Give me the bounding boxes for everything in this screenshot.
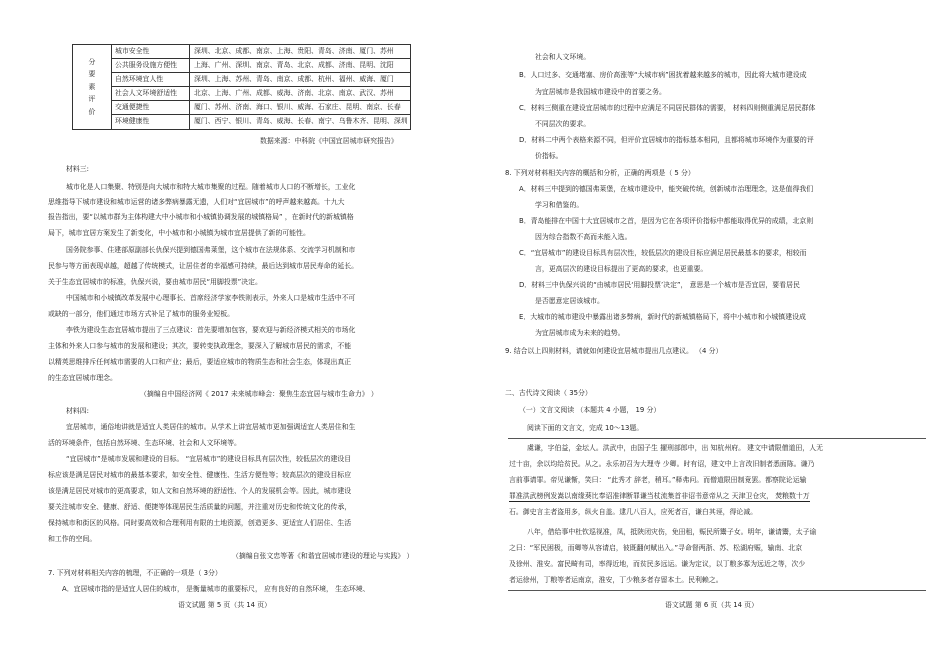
question-7-stem: 7. 下列对材料相关内容的梳理，不正确的一项是（ 3分） bbox=[48, 569, 222, 577]
material-4-line: 宜居城市，通俗地讲就是适宜人类居住的城市。从学术上讲宜居城市更加强调适宜人类居住和生 bbox=[66, 423, 356, 431]
question-8-stem: 8. 下列对材料相关内容的概括和分析，正确的两项是（ 5 分） bbox=[505, 169, 695, 177]
material-4-title: 材料四: bbox=[66, 407, 89, 415]
question-7-option-d-continued: 价指标。 bbox=[535, 152, 563, 160]
passage-top-rule bbox=[508, 438, 926, 439]
table-indicator: 环境健康性 bbox=[111, 115, 190, 129]
material-3-line: 中国城市和小城镇改革发展中心理事长、首席经济学家李铁则表示，外来人口是城市生活中不可 bbox=[66, 294, 356, 302]
passage-line: 者运徐州，丁粮等者运南京，淮安，丁少粮多者存留本土。民利赖之。 bbox=[509, 576, 723, 584]
material-3-line: 报告指出，要“以城市群为主体构建大中小城市和小城镇协调发展的城镇格局” ，在新时代的新城镇格 bbox=[48, 213, 354, 221]
question-8-option-b: B．青岛能排在中国十大宜居城市之首，是因为它在各项评价指标中都能取得优异的成绩，北京则 bbox=[519, 217, 814, 225]
table-cities: 厦门、苏州、济南、海口、银川、威海、石家庄、昆明、南京、长春 bbox=[194, 103, 401, 111]
material-3-line: 国务院参事、住建部原副部长仇保兴提到德国弗莱堡，这个城市在法规体系、交流学习机制和市 bbox=[66, 246, 356, 254]
passage-line: 过十亩，余以均给贫民。从之。永乐初召为大理寺 少卿。时有诏，建文中上言改旧制者悉面陈。谦乃 bbox=[509, 460, 815, 468]
section-2-heading: 二、古代诗文阅读（ 35分） bbox=[505, 389, 592, 397]
question-7-option-d: D．材料二中两个表格来源不同，但评价宜居城市的指标基本相同，且都将城市环境作为重要的评 bbox=[519, 136, 814, 144]
question-8-option-e-continued: 为宜居城市成为未来的趋势。 bbox=[535, 329, 625, 337]
table-indicator: 自然环境宜人性 bbox=[111, 73, 190, 86]
table-category-cell bbox=[73, 45, 112, 129]
subsection-1-heading: （一）文言文阅读 （本题共 4 小题， 19 分） bbox=[519, 406, 661, 414]
question-7-option-b-continued: 为宜居城市是我国城市建设中的首要之务。 bbox=[535, 88, 666, 96]
material-3-title: 材料三: bbox=[66, 165, 89, 173]
question-7-option-c: C．材料三侧重在建设宜居城市的过程中应满足不同居民群体的需要， 材料四则侧重满足居民群体 bbox=[519, 104, 816, 112]
question-8-option-c-continued: 言，更高层次的建设目标提出了更高的要求，也更重要。 bbox=[535, 265, 708, 273]
material-3-source: （摘编自中国经济网《 2017 未来城市峰会：聚焦生态宜居与城市生命力》 ） bbox=[140, 390, 378, 398]
table-indicator: 公共服务设施方便性 bbox=[111, 59, 190, 72]
passage-line-underlined: 罪准洪武榜例发嵩以南缘葵比奉诏准律断罪谦当杖流集首非诏书意帝从之 天津卫仓灾， 焚粮数十万 bbox=[509, 492, 810, 500]
passage-line: 虞谦，字伯益，金坛人。洪武中，由国子生 擢刑部郎中，出 知杭州府。 建文中请限僧道田，人无 bbox=[527, 444, 823, 452]
material-4-line: 该是满足居民对城市的更高要求，如人文和自然环境的舒适性、个人的发展机会等。因此，城市建设 bbox=[48, 487, 352, 495]
table-row bbox=[111, 101, 410, 115]
reading-instruction: 阅读下面的文言文，完成 10～13题。 bbox=[527, 424, 644, 432]
question-9-stem: 9. 结合以上四则材料，请就如何建设宜居城市提出几点建议。 （4 分） bbox=[505, 347, 723, 355]
category-char: 评 bbox=[88, 95, 96, 104]
passage-line: 及徐州、淮安。富民畸有司，率得近地，而贫民多远运。谦为定议，以丁粮多寡为远近之等，次少 bbox=[509, 560, 806, 568]
material-3-line: 以精英思维排斥任何城市需要的人口和产业；最后，要适应城市的物质生态和社会生态，体现出真正 bbox=[48, 358, 352, 366]
material-3-line: 思维指导下城市建设和城市运营的诸多弊病暴露无遗，人们对“宜居城市”的呼声越来越高。十九大 bbox=[48, 198, 345, 206]
passage-line: 言前事请罪。帝见谦惭，笑曰： “此秀才 辞老，稍耳。”释弗问。而僧道限田制竟罢。都察院论运输 bbox=[509, 476, 807, 484]
material-3-line: 或缺的一部分，他们通过市场方式补足了城市的服务业短板。 bbox=[48, 310, 235, 318]
table-row bbox=[111, 115, 410, 129]
table-row bbox=[111, 73, 410, 87]
question-8-option-a-continued: 学习和借鉴的。 bbox=[535, 201, 584, 209]
table-cities: 厦门、西宁、银川、青岛、威海、长春、南宁、乌鲁木齐、昆明、深圳 bbox=[194, 117, 408, 125]
table-cities: 深圳、北京、成都、南京、上海、贵阳、青岛、济南、厦门、苏州 bbox=[194, 47, 394, 55]
material-3-line: 李铁为建设生态宜居城市提出了三点建议：首先要增加包容，要欢迎与新经济模式相关的市场化 bbox=[66, 326, 356, 334]
passage-line: 之曰：“军民困极，而卿等从容请启，彼既翻何赋出入。”寻命督两浙、苏、松湖府赈，输南、北京 bbox=[509, 544, 803, 552]
passage-line: 石。御史言主者盗用多，纵火自盖。逮几八百人，应死者百，谦白其诬，得论减。 bbox=[509, 508, 758, 516]
material-4-line: 标应该是满足居民对城市的最基本要求，如安全性、健康性、生活方便性等；较高层次的建设目标应 bbox=[48, 471, 352, 479]
table-row bbox=[111, 87, 410, 101]
page-footer: 语文试题 第 5 页（共 14 页） bbox=[178, 601, 272, 609]
table-cities: 上海、广州、深圳、南京、青岛、北京、成都、济南、昆明、沈阳 bbox=[194, 61, 394, 69]
table-row bbox=[111, 45, 410, 59]
page-right bbox=[475, 0, 950, 658]
material-3-line: 局下，城市宜居方案发生了新变化，中小城市和小城镇为城市宜居提供了新的可能性。 bbox=[48, 229, 310, 237]
passage-bottom-rule bbox=[508, 590, 926, 591]
material-3-line: 主体和外来人口参与城市的发展和建设；其次，要转变执政理念，要深入了解城市居民的需求，不能 bbox=[48, 342, 352, 350]
material-4-source: （摘编自张文忠等著《和谐宜居城市建设的理论与实践》 ） bbox=[232, 552, 414, 560]
question-7-option-a: A．宜居城市指的是适宜人居住的城市， 是衡量城市的重要标尺， 应有良好的自然环境， 生态环境、 bbox=[62, 585, 370, 593]
material-3-line: 城市化是人口集聚、特别是向大城市和特大城市集聚的过程。随着城市人口的不断增长，工业化 bbox=[66, 183, 356, 191]
table-indicator: 交通便捷性 bbox=[111, 101, 190, 114]
page-footer: 语文试题 第 6 页（共 14 页） bbox=[665, 601, 759, 609]
table-row bbox=[111, 59, 410, 73]
question-8-option-b-continued: 因为综合指数不高而未能入选。 bbox=[535, 233, 632, 241]
material-4-line: 要关注城市安全、健康、舒适、便捷等体现居民生活质量的问题，并注重对历史和传统文化的传承， bbox=[48, 503, 352, 511]
city-evaluation-table bbox=[72, 44, 411, 130]
question-8-option-a: A．材料三中提到的德国弗莱堡，在城市建设中，能突破传统，创新城市治理理念，这是值得我们 bbox=[519, 185, 814, 193]
question-7-option-a-continued: 社会和人文环境。 bbox=[535, 53, 591, 61]
question-8-option-d-continued: 是否愿意定居该城市。 bbox=[535, 297, 604, 305]
question-8-option-e: E．大城市的城市建设中暴露出诸多弊病，新时代的新城镇格局下，将中小城市和小城镇建设成 bbox=[519, 313, 806, 321]
table-indicator: 城市安全性 bbox=[111, 45, 190, 58]
material-4-line: 保持城市和街区的风格。同时要高效和合理利用有限的土地资源，创造更多、更适宜人们居住、生活 bbox=[48, 519, 352, 527]
question-7-option-c-continued: 不同层次的要求。 bbox=[535, 120, 591, 128]
question-8-option-c: C．“宜居城市”的建设目标具有层次性，较低层次的建设目标应满足居民最基本的要求，相较而 bbox=[519, 249, 807, 257]
table-cities: 深圳、上海、苏州、青岛、南京、成都、杭州、福州、威海、厦门 bbox=[194, 75, 394, 83]
question-7-option-b: B．人口过多、交通堵塞、房价高涨等“大城市病”困扰着越来越多的城市，因此将大城市建设成 bbox=[519, 71, 807, 79]
category-char: 素 bbox=[88, 82, 96, 91]
material-3-line: 的生态宜居城市理念。 bbox=[48, 374, 117, 382]
category-char: 分 bbox=[88, 57, 96, 66]
material-3-line: 关于生态宜居城市的标准，仇保兴说，要由城市居民“用脚投票”决定。 bbox=[48, 278, 262, 286]
category-char: 价 bbox=[88, 107, 96, 116]
table-cities: 北京、上海、广州、成都、威海、济南、北京、南京、武汉、苏州 bbox=[194, 89, 394, 97]
passage-line: 八年，借给事中杜钦巡视准，凤，抵陕闭灾伤，免田租，赈民所鬻子女。明年，谦请鬻，太子谕 bbox=[527, 528, 817, 536]
material-4-line: 和工作的空间。 bbox=[48, 535, 97, 543]
question-8-option-d: D．材料三中仇保兴说的“由城市居民‘用脚投票’决定”， 意思是一个城市是否宜居，要看居民 bbox=[519, 281, 800, 289]
material-4-line: 活的环境条件，包括自然环境、生态环境、社会和人文环境等。 bbox=[48, 439, 241, 447]
table-source-note: 数据来源：中科院《中国宜居城市研究报告》 bbox=[260, 137, 398, 145]
material-3-line: 民参与等方面表现卓越，超越了传统模式，让居住者的幸福感可持续，最后达到城市居民寿命的延长。 bbox=[48, 262, 359, 270]
category-char: 要 bbox=[88, 70, 96, 79]
table-indicator: 社会人文环境舒适性 bbox=[111, 87, 190, 100]
material-4-line: “宜居城市”是城市发展和建设的目标。 “宜居城市”的建设目标具有层次性，较低层次的建设目 bbox=[66, 455, 352, 463]
